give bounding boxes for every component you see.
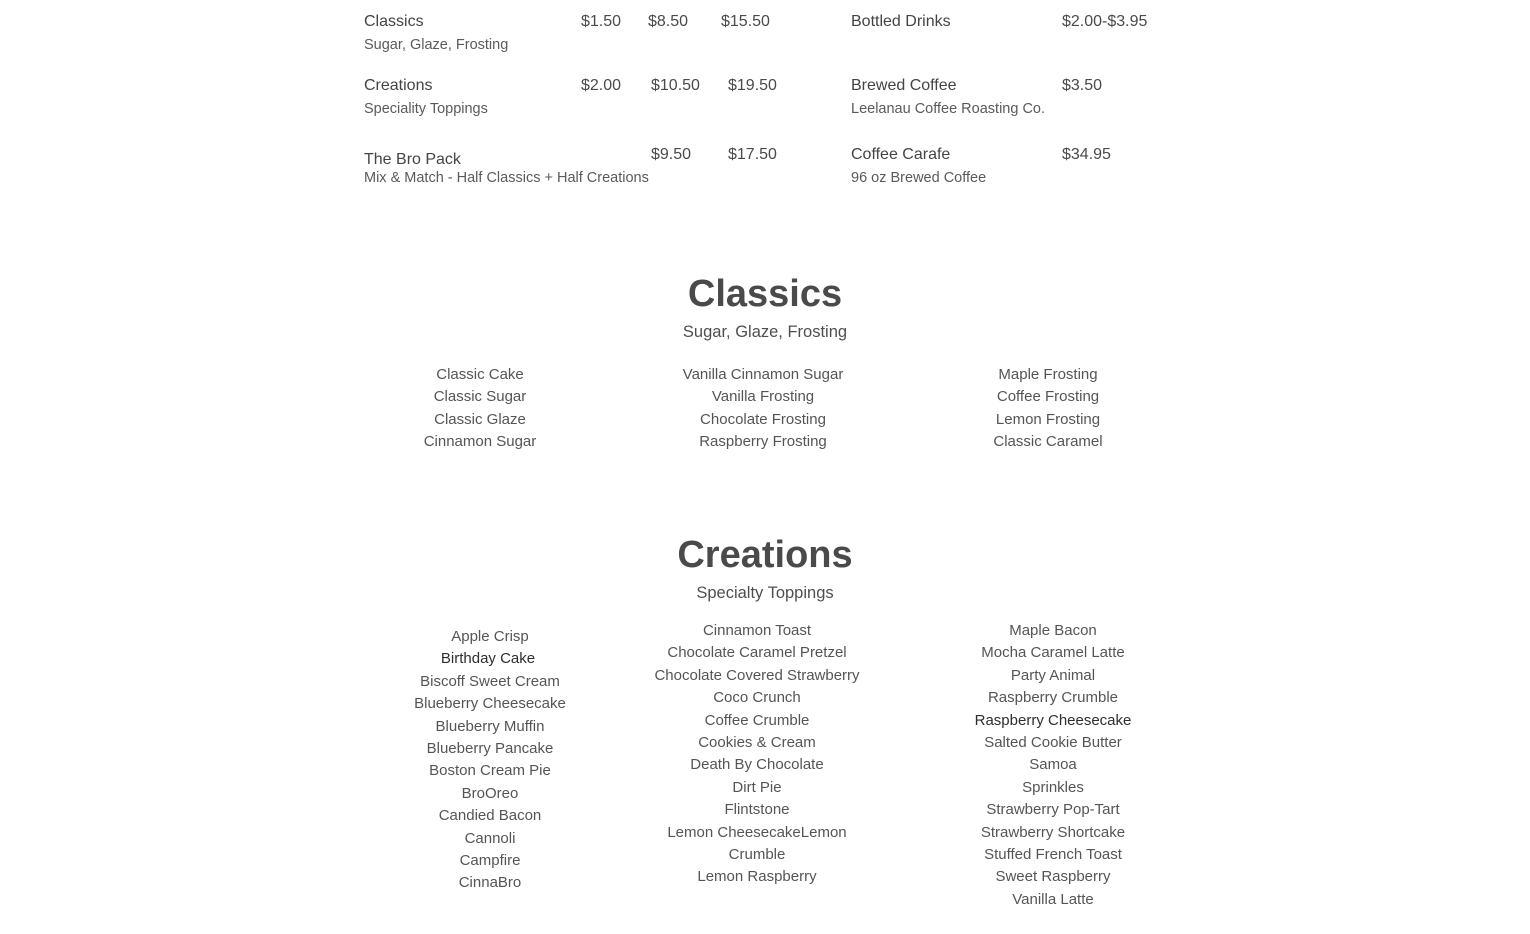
list-item: Party Animal (1010, 666, 1096, 684)
creations-column-2 (632, 620, 882, 889)
item-name-creations: Creations (364, 77, 433, 94)
price-creations-dozen: $19.50 (728, 77, 777, 94)
item-name-bottled-drinks: Bottled Drinks (851, 13, 951, 30)
price-classics-half-dozen: $8.50 (648, 13, 689, 30)
list-item: Raspberry Cheesecake (974, 711, 1132, 729)
list-item: Raspberry Frosting (699, 433, 827, 451)
list-item: Cookies & Cream (698, 734, 816, 752)
list-item: Blueberry Muffin (435, 717, 545, 735)
list-item: Classic Sugar (433, 388, 527, 406)
list-item: Strawberry Shortcake (980, 823, 1126, 841)
item-name-classics: Classics (364, 13, 424, 30)
list-item: Chocolate Frosting (700, 410, 826, 428)
list-item: Apple Crisp (451, 628, 529, 645)
price-creations-single: $2.00 (581, 77, 622, 94)
list-item: Cannoli (464, 829, 516, 847)
creations-column-3 (943, 620, 1163, 911)
list-item: Salted Cookie Butter (984, 734, 1122, 752)
creations-subtitle: Specialty Toppings (696, 584, 834, 602)
list-item: Classic Glaze (434, 410, 526, 428)
classics-title: Classics (687, 273, 843, 315)
list-item: Samoa (1029, 756, 1077, 774)
list-item: Classic Caramel (993, 433, 1103, 451)
list-item: Strawberry Pop-Tart (986, 801, 1120, 819)
creations-title: Creations (677, 534, 853, 576)
item-name-brewed-coffee: Brewed Coffee (851, 77, 957, 94)
list-item: Sprinkles (1022, 778, 1084, 796)
price-classics-dozen: $15.50 (721, 13, 770, 30)
list-item: Chocolate Caramel Pretzel (667, 644, 847, 662)
list-item: Maple Bacon (1009, 622, 1097, 639)
list-item: Mocha Caramel Latte (981, 644, 1125, 662)
price-creations-half-dozen: $10.50 (651, 77, 700, 94)
list-item: Birthday Cake (440, 650, 536, 668)
price-classics-single: $1.50 (581, 13, 622, 30)
classics-column-1 (380, 364, 580, 454)
list-item: Raspberry Crumble (987, 689, 1119, 707)
list-item: Lemon Frosting (995, 410, 1101, 428)
list-item: Biscoff Sweet Cream (420, 672, 560, 690)
list-item: Blueberry Cheesecake (414, 695, 566, 713)
item-sub-creations: Speciality Toppings (364, 101, 488, 117)
list-item: Lemon Raspberry (697, 868, 817, 886)
item-name-coffee-carafe: Coffee Carafe (851, 146, 951, 163)
list-item: Classic Cake (436, 366, 524, 383)
list-item: Chocolate Covered Strawberry (654, 666, 860, 684)
list-item: Cinnamon Toast (702, 622, 812, 639)
list-item: Blueberry Pancake (426, 740, 554, 758)
price-brewed-coffee: $3.50 (1062, 77, 1103, 94)
item-sub-bro-pack: Mix & Match - Half Classics + Half Creations (364, 170, 649, 186)
list-item: Death By Chocolate (690, 756, 824, 774)
item-sub-brewed-coffee: Leelanau Coffee Roasting Co. (851, 101, 1046, 117)
creations-column-1 (390, 626, 590, 895)
list-item: Dirt Pie (732, 778, 782, 796)
list-item: Crumble (728, 846, 786, 864)
list-item: CinnaBro (458, 874, 522, 892)
list-item: Coffee Frosting (996, 388, 1100, 406)
item-sub-classics: Sugar, Glaze, Frosting (364, 37, 509, 53)
item-sub-coffee-carafe: 96 oz Brewed Coffee (851, 170, 987, 186)
list-item: Flintstone (724, 801, 790, 819)
item-name-bro-pack: The Bro Pack (364, 151, 461, 168)
list-item: Coffee Crumble (704, 711, 810, 729)
list-item: Stuffed French Toast (984, 846, 1122, 864)
price-bottled-drinks: $2.00-$3.95 (1062, 13, 1148, 30)
price-coffee-carafe: $34.95 (1062, 146, 1111, 163)
list-item: Campfire (459, 852, 521, 870)
list-item: Vanilla Frosting (711, 388, 815, 406)
list-item: Coco Crunch (713, 689, 801, 707)
list-item: BroOreo (461, 784, 519, 802)
price-bro-pack-dozen: $17.50 (728, 146, 777, 163)
list-item: Maple Frosting (998, 366, 1098, 383)
list-item: Boston Cream Pie (429, 762, 551, 780)
list-item: Cinnamon Sugar (423, 433, 537, 451)
list-item: Candied Bacon (438, 807, 542, 825)
classics-subtitle: Sugar, Glaze, Frosting (682, 323, 848, 341)
classics-column-3 (948, 364, 1148, 454)
classics-column-2 (643, 364, 883, 454)
list-item: Vanilla Cinnamon Sugar (682, 366, 844, 383)
list-item: Sweet Raspberry (995, 868, 1111, 886)
list-item: Vanilla Latte (1012, 890, 1094, 908)
list-item: Lemon CheesecakeLemon (667, 823, 847, 841)
price-bro-pack-half-dozen: $9.50 (651, 146, 692, 163)
